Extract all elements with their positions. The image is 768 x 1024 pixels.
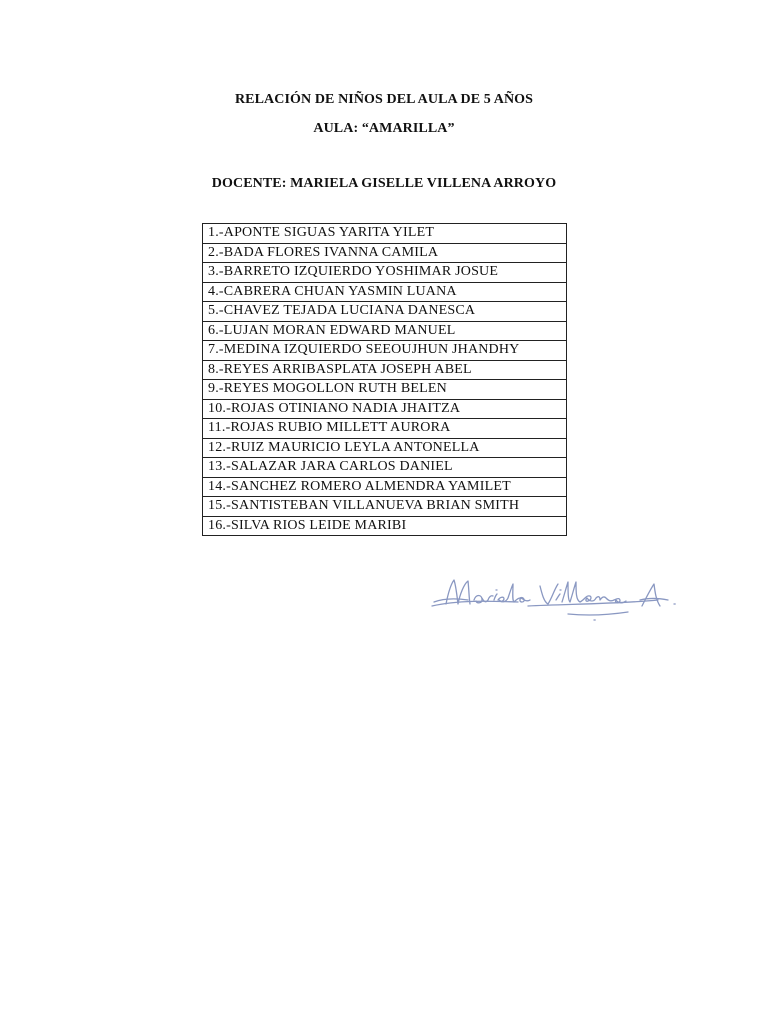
student-list-table [202, 223, 567, 536]
table-row [203, 321, 567, 341]
table-row [203, 360, 567, 380]
table-row [203, 224, 567, 244]
table-row [203, 399, 567, 419]
student-name-cell: 12.-RUIZ MAURICIO LEYLA ANTONELLA [203, 438, 567, 458]
signature-image [428, 570, 698, 624]
student-name-cell: 14.-SANCHEZ ROMERO ALMENDRA YAMILET [203, 477, 567, 497]
student-name-cell: 10.-ROJAS OTINIANO NADIA JHAITZA [203, 399, 567, 419]
table-row [203, 263, 567, 283]
student-name-cell: 15.-SANTISTEBAN VILLANUEVA BRIAN SMITH [203, 497, 567, 517]
table-row [203, 419, 567, 439]
student-name-cell: 13.-SALAZAR JARA CARLOS DANIEL [203, 458, 567, 478]
table-row [203, 243, 567, 263]
student-name-cell: 5.-CHAVEZ TEJADA LUCIANA DANESCA [203, 302, 567, 322]
teacher-name: DOCENTE: MARIELA GISELLE VILLENA ARROYO [211, 176, 557, 191]
student-list-body [203, 224, 567, 536]
student-name-cell: 7.-MEDINA IZQUIERDO SEEOUJHUN JHANDHY [203, 341, 567, 361]
table-row [203, 438, 567, 458]
student-name-cell: 1.-APONTE SIGUAS YARITA YILET [203, 224, 567, 244]
table-row [203, 516, 567, 536]
classroom-name: AULA: “AMARILLA” [313, 121, 455, 136]
student-name-cell: 11.-ROJAS RUBIO MILLETT AURORA [203, 419, 567, 439]
document-title: RELACIÓN DE NIÑOS DEL AULA DE 5 AÑOS [234, 92, 534, 107]
student-name-cell: 2.-BADA FLORES IVANNA CAMILA [203, 243, 567, 263]
student-name-cell: 4.-CABRERA CHUAN YASMIN LUANA [203, 282, 567, 302]
table-row [203, 341, 567, 361]
student-name-cell: 8.-REYES ARRIBASPLATA JOSEPH ABEL [203, 360, 567, 380]
table-row [203, 497, 567, 517]
student-name-cell: 3.-BARRETO IZQUIERDO YOSHIMAR JOSUE [203, 263, 567, 283]
student-name-cell: 9.-REYES MOGOLLON RUTH BELEN [203, 380, 567, 400]
table-row [203, 282, 567, 302]
table-row [203, 458, 567, 478]
table-row [203, 477, 567, 497]
table-row [203, 380, 567, 400]
student-name-cell: 16.-SILVA RIOS LEIDE MARIBI [203, 516, 567, 536]
student-name-cell: 6.-LUJAN MORAN EDWARD MANUEL [203, 321, 567, 341]
table-row [203, 302, 567, 322]
